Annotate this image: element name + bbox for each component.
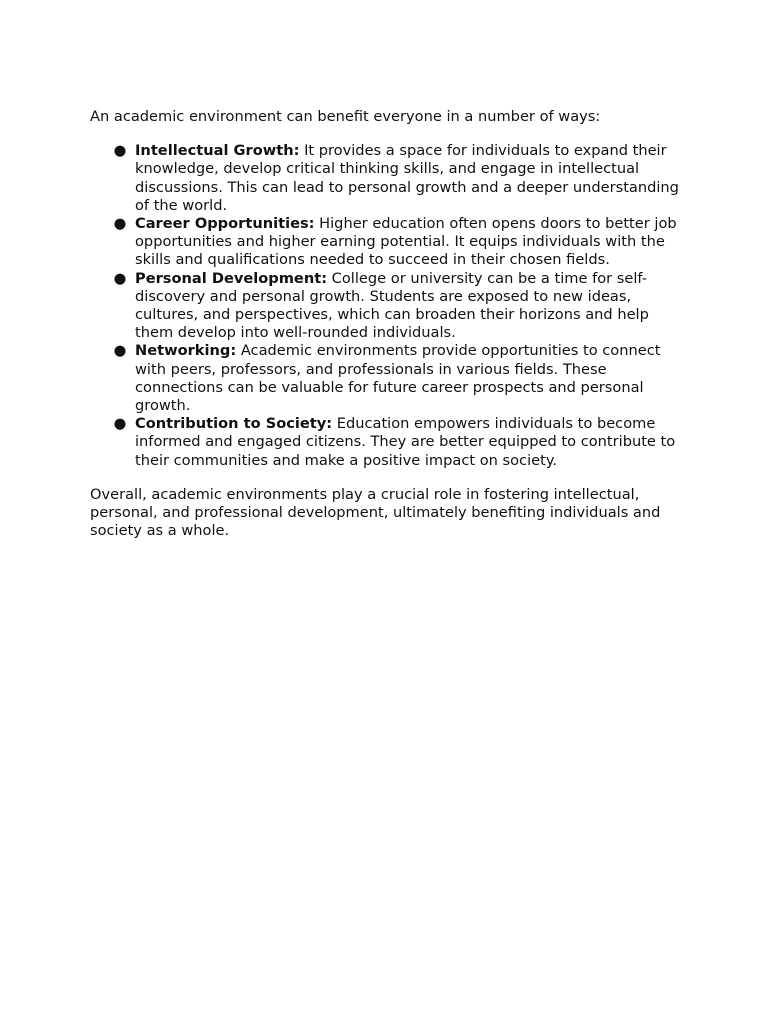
item-term: Personal Development: [135, 269, 328, 287]
bullet-icon: ● [113, 269, 127, 287]
item-term: Networking: [135, 342, 237, 360]
item-text: Education empowers individuals to become informed and engaged citizens. They are better equipped to contribute to their communities and make a positive impact on society. [135, 415, 676, 469]
list-item [90, 215, 682, 270]
item-term: Career Opportunities: [135, 215, 315, 233]
item-text: It provides a space for individuals to expand their knowledge, develop critical thinking skills, and engage in intellectual discussions. This can lead to personal growth and a deeper understanding of the world. [135, 142, 679, 214]
item-term: Intellectual Growth: [135, 142, 300, 160]
list-item [90, 142, 682, 215]
item-text: Higher education often opens doors to better job opportunities and higher earning potential. It equips individuals with the skills and qualifications needed to succeed in their chosen fields. [135, 215, 677, 269]
item-text: Academic environments provide opportunities to connect with peers, professors, and professionals in various fields. These connections can be valuable for future career prospects and personal growth. [135, 342, 661, 415]
benefits-list [90, 142, 682, 470]
item-text: College or university can be a time for self-discovery and personal growth. Students are exposed to new ideas, cultures, and perspectives, which can broaden their horizons and help them develop into well-rounded individuals. [135, 269, 649, 342]
bullet-icon: ● [113, 215, 127, 233]
bullet-icon: ● [113, 342, 127, 360]
list-item [90, 342, 682, 415]
list-item [90, 415, 682, 470]
list-item [90, 270, 682, 343]
bullet-icon: ● [113, 415, 127, 433]
conclusion-paragraph: Overall, academic environments play a crucial role in fostering intellectual, personal, and professional development, ultimately benefiting individuals and society as a whole. [90, 485, 661, 540]
item-term: Contribution to Society: [135, 415, 333, 433]
document-body [90, 108, 682, 540]
bullet-icon: ● [113, 142, 127, 160]
intro-paragraph: An academic environment can benefit everyone in a number of ways: [90, 108, 601, 125]
